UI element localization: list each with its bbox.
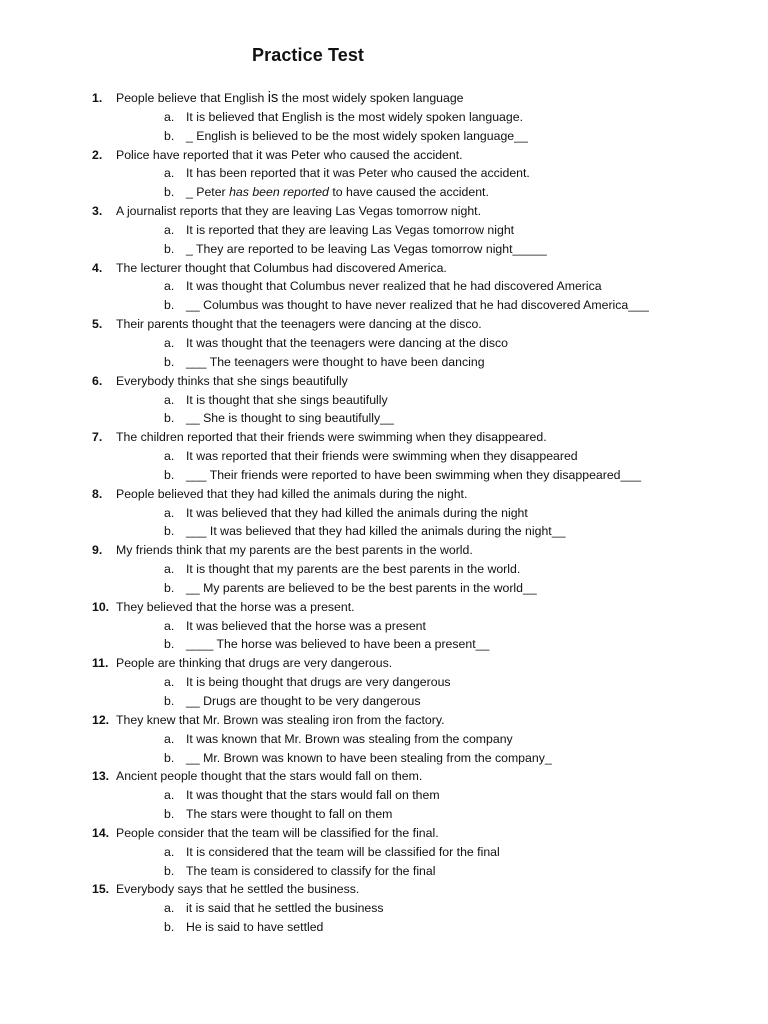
option-letter: a. xyxy=(164,392,175,407)
option-letter: a. xyxy=(164,279,175,294)
question-item xyxy=(0,372,768,391)
option-text-segment: It is thought that she sings beautifully xyxy=(186,392,388,407)
option-text-segment: It was thought that Columbus never realized that he had discovered America xyxy=(186,279,602,294)
option-text xyxy=(186,391,388,410)
option-text xyxy=(186,108,523,127)
option-letter: b. xyxy=(164,354,175,369)
answer-option xyxy=(0,918,768,937)
option-text xyxy=(186,749,552,768)
option-letter: b. xyxy=(164,750,175,765)
option-letter: a. xyxy=(164,335,175,350)
option-text xyxy=(186,843,500,862)
answer-option xyxy=(0,504,768,523)
answer-option xyxy=(0,409,768,428)
option-letter: a. xyxy=(164,844,175,859)
option-text-segment: ____ The horse was believed to have been a present__ xyxy=(186,637,490,652)
answer-option xyxy=(0,164,768,183)
option-text-segment: _ Peter xyxy=(186,185,230,200)
question-number: 12. xyxy=(92,712,110,727)
answer-option xyxy=(0,221,768,240)
answer-option xyxy=(0,522,768,541)
question-number: 9. xyxy=(92,543,103,558)
option-letter: b. xyxy=(164,637,175,652)
option-text-segment: It was thought that the teenagers were dancing at the disco xyxy=(186,335,508,350)
question-text-segment: They believed that the horse was a present. xyxy=(116,599,355,614)
question-number: 10. xyxy=(92,599,110,614)
option-letter: b. xyxy=(164,694,175,708)
option-letter: b. xyxy=(164,467,175,482)
option-text-segment: It is reported that they are leaving Las Vegas tomorrow night xyxy=(186,222,515,237)
question-item xyxy=(0,541,768,560)
option-text xyxy=(186,296,649,315)
answer-option xyxy=(0,353,768,372)
question-text xyxy=(116,711,445,730)
question-text-segment: Everybody thinks that she sings beautifully xyxy=(116,373,348,388)
option-text-segment: It was known that Mr. Brown was stealing from the company xyxy=(186,731,513,746)
option-text-segment: ___ The teenagers were thought to have been dancing xyxy=(186,354,485,369)
option-text xyxy=(186,899,384,918)
option-text xyxy=(186,786,440,805)
answer-option xyxy=(0,127,768,146)
option-letter: a. xyxy=(164,731,175,746)
option-text-segment: __ Columbus was thought to have never realized that he had discovered America___ xyxy=(186,298,649,313)
answer-option xyxy=(0,617,768,636)
answer-option xyxy=(0,108,768,127)
answer-option xyxy=(0,240,768,259)
question-item xyxy=(0,146,768,165)
option-letter: a. xyxy=(164,449,175,464)
option-text-segment: It is thought that my parents are the best parents in the world. xyxy=(186,562,521,577)
question-number: 3. xyxy=(92,204,103,219)
option-letter: b. xyxy=(164,241,175,256)
option-text xyxy=(186,164,530,183)
option-text xyxy=(186,504,528,523)
question-text xyxy=(116,202,481,221)
option-letter: b. xyxy=(164,524,175,539)
option-text xyxy=(186,918,323,937)
question-item xyxy=(0,880,768,899)
option-text xyxy=(186,353,485,372)
question-number: 4. xyxy=(92,260,103,275)
question-item xyxy=(0,485,768,504)
option-text xyxy=(186,617,426,636)
question-text xyxy=(116,89,464,108)
question-text-segment: People believed that they had killed the animals during the night. xyxy=(116,486,468,501)
option-text-segment: It was believed that the horse was a present xyxy=(186,618,426,633)
answer-option xyxy=(0,391,768,410)
option-text-segment: It has been reported that it was Peter who caused the accident. xyxy=(186,166,530,181)
page-title: Practice Test xyxy=(252,45,365,65)
option-letter: a. xyxy=(164,618,175,633)
option-text-italic: has been reported xyxy=(229,185,329,200)
answer-option xyxy=(0,692,768,711)
option-text xyxy=(186,730,513,749)
question-text-segment: A journalist reports that they are leaving Las Vegas tomorrow night. xyxy=(116,204,482,219)
option-text xyxy=(186,447,578,466)
option-text-segment: ___ Their friends were reported to have been swimming when they disappeared___ xyxy=(186,467,642,482)
question-number: 1. xyxy=(92,91,103,105)
answer-option xyxy=(0,277,768,296)
option-letter: a. xyxy=(164,675,175,690)
question-number: 6. xyxy=(92,373,103,388)
question-text xyxy=(116,372,348,391)
answer-option xyxy=(0,560,768,579)
question-text xyxy=(116,485,467,504)
question-text xyxy=(116,654,392,673)
option-text-segment: It is believed that English is the most widely spoken language. xyxy=(186,109,523,124)
answer-option xyxy=(0,296,768,315)
question-text xyxy=(116,146,463,165)
option-text-segment: __ Drugs are thought to be very dangerous xyxy=(186,694,421,708)
option-text xyxy=(186,522,565,541)
question-list xyxy=(0,89,768,937)
option-text-segment: The team is considered to classify for the final xyxy=(186,863,436,878)
option-text-segment: It was reported that their friends were swimming when they disappeared xyxy=(186,449,578,464)
question-item xyxy=(0,315,768,334)
option-text xyxy=(186,560,520,579)
question-text-segment: Everybody says that he settled the business. xyxy=(116,882,360,897)
option-text xyxy=(186,805,392,824)
question-item xyxy=(0,654,768,673)
question-text xyxy=(116,315,482,334)
option-text-segment: It was believed that they had killed the animals during the night xyxy=(186,505,528,520)
question-text-segment: People believe that English xyxy=(116,91,268,105)
answer-option xyxy=(0,466,768,485)
question-number: 15. xyxy=(92,882,110,897)
option-letter: a. xyxy=(164,788,175,803)
question-text-segment: the most widely spoken language xyxy=(278,91,464,105)
question-number: 7. xyxy=(92,430,103,445)
question-number: 13. xyxy=(92,769,110,784)
option-text-segment: It is considered that the team will be classified for the final xyxy=(186,844,500,859)
question-text xyxy=(116,598,355,617)
answer-option xyxy=(0,730,768,749)
question-number: 11. xyxy=(92,656,109,671)
option-text xyxy=(186,277,602,296)
option-text-segment: _ English is believed to be the most widely spoken language__ xyxy=(186,128,528,143)
option-text xyxy=(186,692,420,711)
answer-option xyxy=(0,447,768,466)
option-text-segment: _ They are reported to be leaving Las Vegas tomorrow night_____ xyxy=(186,241,547,256)
option-text-segment: to have caused the accident. xyxy=(328,185,489,200)
option-letter: a. xyxy=(164,901,175,916)
question-text-segment: They knew that Mr. Brown was stealing iron from the factory. xyxy=(116,712,445,727)
answer-option xyxy=(0,862,768,881)
answer-option xyxy=(0,786,768,805)
question-item xyxy=(0,711,768,730)
option-text xyxy=(186,240,547,259)
option-text-segment: __ My parents are believed to be the best parents in the world__ xyxy=(186,580,537,595)
answer-option xyxy=(0,635,768,654)
option-text xyxy=(186,409,394,428)
option-letter: b. xyxy=(164,807,175,822)
question-item xyxy=(0,767,768,786)
question-text xyxy=(116,767,422,786)
question-text-segment: Police have reported that it was Peter who caused the accident. xyxy=(116,147,463,162)
question-text xyxy=(116,880,359,899)
option-text xyxy=(186,221,514,240)
option-letter: b. xyxy=(164,128,175,143)
question-text-segment: is xyxy=(267,90,279,106)
option-text xyxy=(186,127,528,146)
question-text-segment: People are thinking that drugs are very dangerous. xyxy=(116,656,393,671)
option-letter: b. xyxy=(164,185,175,200)
option-text xyxy=(186,862,435,881)
option-letter: a. xyxy=(164,505,175,520)
option-letter: b. xyxy=(164,298,175,313)
question-text xyxy=(116,824,439,843)
question-text-segment: People consider that the team will be classified for the final. xyxy=(116,825,439,840)
answer-option xyxy=(0,673,768,692)
option-text-segment: __ Mr. Brown was known to have been stealing from the company_ xyxy=(186,750,552,765)
option-text xyxy=(186,635,489,654)
question-number: 2. xyxy=(92,147,103,162)
question-item xyxy=(0,598,768,617)
option-letter: a. xyxy=(164,109,175,124)
option-text-segment: It was thought that the stars would fall on them xyxy=(186,788,440,803)
option-letter: b. xyxy=(164,863,175,878)
option-letter: b. xyxy=(164,411,175,426)
answer-option xyxy=(0,843,768,862)
option-text-segment: __ She is thought to sing beautifully__ xyxy=(186,411,394,426)
option-text xyxy=(186,334,508,353)
option-text-segment: ___ It was believed that they had killed the animals during the night__ xyxy=(186,524,566,539)
option-text xyxy=(186,466,641,485)
question-text xyxy=(116,259,447,278)
question-item xyxy=(0,202,768,221)
question-text-segment: My friends think that my parents are the best parents in the world. xyxy=(116,543,473,558)
question-number: 8. xyxy=(92,486,103,501)
option-text-segment: it is said that he settled the business xyxy=(186,901,384,916)
question-item xyxy=(0,89,768,108)
question-item xyxy=(0,259,768,278)
option-letter: b. xyxy=(164,580,175,595)
answer-option xyxy=(0,334,768,353)
option-letter: b. xyxy=(164,920,175,935)
question-text-segment: Ancient people thought that the stars would fall on them. xyxy=(116,769,423,784)
answer-option xyxy=(0,183,768,202)
option-text xyxy=(186,183,489,202)
question-number: 14. xyxy=(92,825,110,840)
option-text-segment: It is being thought that drugs are very dangerous xyxy=(186,675,451,690)
option-letter: a. xyxy=(164,222,175,237)
question-text-segment: Their parents thought that the teenagers were dancing at the disco. xyxy=(116,317,482,332)
option-text-segment: He is said to have settled xyxy=(186,920,324,935)
option-letter: a. xyxy=(164,166,175,181)
question-item xyxy=(0,428,768,447)
option-text xyxy=(186,579,537,598)
question-item xyxy=(0,824,768,843)
question-text xyxy=(116,541,473,560)
answer-option xyxy=(0,579,768,598)
question-number: 5. xyxy=(92,317,103,332)
question-text-segment: The children reported that their friends were swimming when they disappeared. xyxy=(116,430,547,445)
option-text-segment: The stars were thought to fall on them xyxy=(186,807,393,822)
option-letter: a. xyxy=(164,562,175,577)
answer-option xyxy=(0,805,768,824)
question-text xyxy=(116,428,547,447)
answer-option xyxy=(0,749,768,768)
question-text-segment: The lecturer thought that Columbus had discovered America. xyxy=(116,260,447,275)
option-text xyxy=(186,673,451,692)
answer-option xyxy=(0,899,768,918)
